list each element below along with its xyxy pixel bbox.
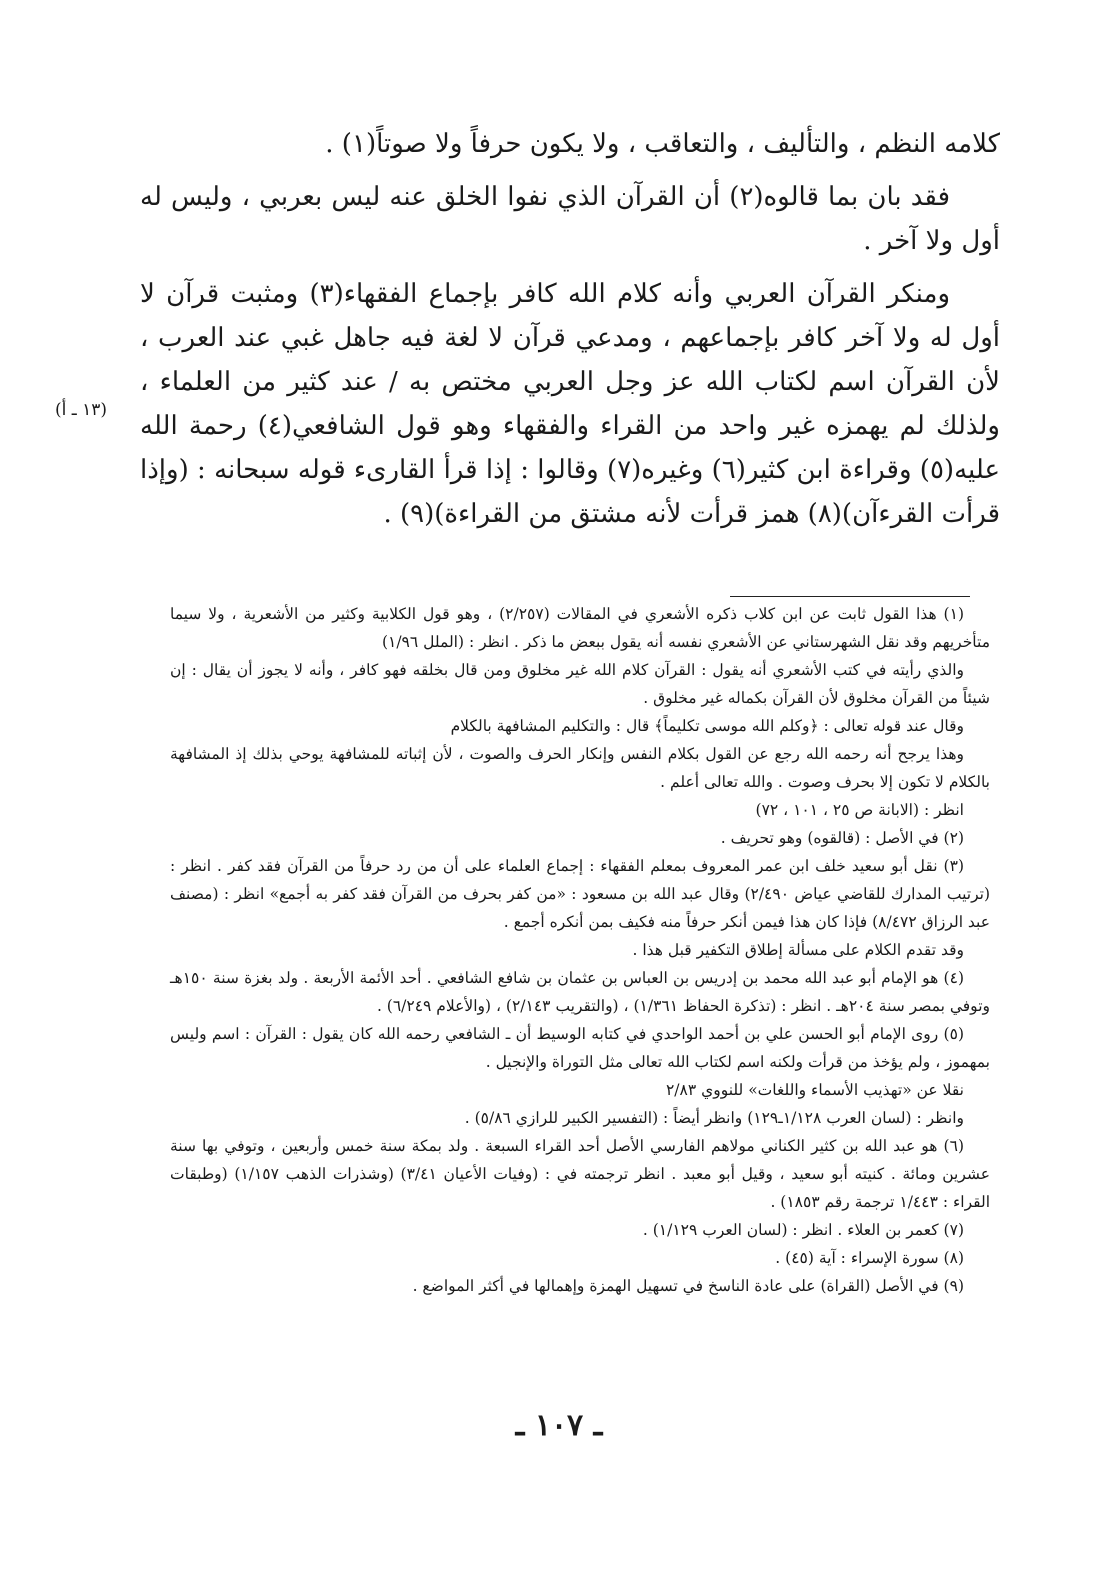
main-paragraph-2: فقد بان بما قالوه(٢) أن القرآن الذي نفوا الخلق عنه ليس بعربي ، وليس له أول ولا آخر .: [140, 182, 1000, 256]
footnote-3: (٣) نقل أبو سعيد خلف ابن عمر المعروف بمعلم الفقهاء : إجماع العلماء على أن من رد حرفاً من القرآن فقد كفر . انظر : (ترتيب المدارك للقاضي عياض ٢/٤٩٠) وقال عبد الله بن مسعود : «من كفر بحرف من القرآن فقد كفر به أجمع» انظر : (مصنف عبد الرزاق ٨/٤٧٢) فإذا كان هذا فيمن أنكر حرفاً منه فكيف بمن أنكره أجمع .: [170, 857, 990, 931]
footnote-4: (٤) هو الإمام أبو عبد الله محمد بن إدريس بن العباس بن عثمان بن شافع الشافعي . أحد الأئمة الأربعة . ولد بغزة سنة ١٥٠هـ وتوفي بمصر سنة ٢٠٤هـ . انظر : (تذكرة الحفاظ ١/٣٦١) ، (والتقريب ٢/١٤٣) ، (والأعلام ٦/٢٤٩) .: [170, 969, 990, 1015]
folio-margin-note: (١٣ ـ أ): [55, 400, 108, 420]
footnote-3-continuation: وقد تقدم الكلام على مسألة إطلاق التكفير قبل هذا .: [632, 941, 964, 959]
footnote-5-continuation: وانظر : (لسان العرب ١/١٢٨ـ١٢٩) وانظر أيضاً : (التفسير الكبير للرازي ٥/٨٦) .: [464, 1109, 964, 1127]
main-paragraph-3: ومنكر القرآن العربي وأنه كلام الله كافر بإجماع الفقهاء(٣) ومثبت قرآن لا أول له ولا آخر كافر بإجماعهم ، ومدعي قرآن لا لغة فيه جاهل غبي عند العرب ، لأن القرآن اسم لكتاب الله عز وجل العربي مختص به / عند كثير من العلماء ، ولذلك لم يهمزه غير واحد من القراء والفقهاء وهو قول الشافعي(٤) رحمة الله عليه(٥) وقراءة ابن كثير(٦) وغيره(٧) وقالوا : إذا قرأ القارىء قوله سبحانه : (وإذا قرأت القرءآن)(٨) همز قرأت لأنه مشتق من القراءة)(٩) .: [140, 279, 1000, 529]
page-number: ـ ١٠٧ ـ: [515, 1408, 603, 1443]
footnote-2: (٢) في الأصل : (قالقوه) وهو تحريف .: [720, 829, 964, 847]
main-paragraph-1: كلامه النظم ، والتأليف ، والتعاقب ، ولا يكون حرفاً ولا صوتاً(١) .: [325, 129, 1000, 159]
footnote-7: (٧) كعمر بن العلاء . انظر : (لسان العرب ١/١٢٩) .: [642, 1221, 964, 1239]
footnote-1: (١) هذا القول ثابت عن ابن كلاب ذكره الأشعري في المقالات (٢/٢٥٧) ، وهو قول الكلابية وكثير من الأشعرية ، ولا سيما متأخريهم وقد نقل الشهرستاني عن الأشعري نفسه أنه يقول ببعض ما ذكر . انظر : (الملل ١/٩٦): [170, 605, 990, 651]
footnote-1-continuation: وقال عند قوله تعالى : ﴿وكلم الله موسى تكليماً﴾ قال : والتكليم المشافهة بالكلام: [450, 717, 964, 735]
footnote-separator: [730, 596, 970, 597]
footnotes-block: [170, 600, 990, 1300]
footnote-1-continuation: والذي رأيته في كتب الأشعري أنه يقول : القرآن كلام الله غير مخلوق ومن قال بخلقه فهو كافر ، وأنه لا يجوز أن يقال : إن شيئاً من القرآن مخلوق لأن القرآن بكماله غير مخلوق .: [170, 661, 990, 707]
footnote-8: (٨) سورة الإسراء : آية (٤٥) .: [775, 1249, 964, 1267]
footnote-9: (٩) في الأصل (القراة) على عادة الناسخ في تسهيل الهمزة وإهمالها في أكثر المواضع .: [412, 1277, 964, 1295]
footnote-1-reference: انظر : (الابانة ص ٢٥ ، ١٠١ ، ٧٢): [755, 801, 964, 819]
main-text-block: [140, 122, 1000, 545]
footnote-5-continuation: نقلا عن «تهذيب الأسماء واللغات» للنووي ٢/٨٣: [665, 1081, 964, 1099]
footnote-5: (٥) روى الإمام أبو الحسن علي بن أحمد الواحدي في كتابه الوسيط أن ـ الشافعي رحمه الله كان يقول : القرآن : اسم وليس بمهموز ، ولم يؤخذ من قرأت ولكنه اسم لكتاب الله تعالى مثل التوراة والإنجيل .: [170, 1025, 990, 1071]
footnote-6: (٦) هو عبد الله بن كثير الكناني مولاهم الفارسي الأصل أحد القراء السبعة . ولد بمكة سنة خمس وأربعين ، وتوفي بها سنة عشرين ومائة . كنيته أبو سعيد ، وقيل أبو معبد . انظر ترجمته في : (وفيات الأعيان ٣/٤١) (وشذرات الذهب ١/١٥٧) (وطبقات القراء : ١/٤٤٣ ترجمة رقم ١٨٥٣) .: [170, 1137, 990, 1211]
footnote-1-continuation: وهذا يرجح أنه رحمه الله رجع عن القول بكلام النفس وإنكار الحرف والصوت ، لأن إثباته للمشافهة يوحي بذلك إذ المشافهة بالكلام لا تكون إلا بحرف وصوت . والله تعالى أعلم .: [170, 745, 990, 791]
